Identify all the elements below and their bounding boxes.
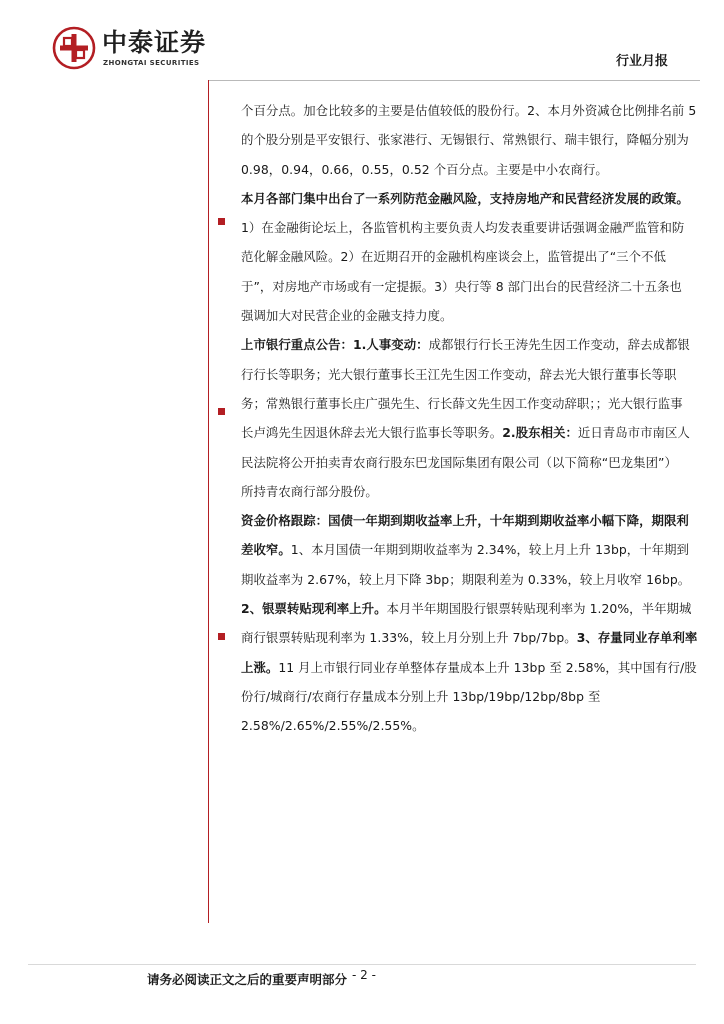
logo-chinese-name: 中泰证券 bbox=[102, 28, 207, 57]
text-line: 民法院将公开拍卖青农商行股东巴龙国际集团有限公司（以下简称“巴龙集团”） bbox=[241, 454, 677, 470]
text-line: 所持青农商行部分股份。 bbox=[241, 483, 378, 499]
paragraph-bank-announcements bbox=[241, 330, 706, 506]
text-line: 的个股分别是平安银行、张家港行、无锡银行、常熟银行、瑞丰银行，降幅分别为 bbox=[241, 132, 689, 148]
section-heading: 本月各部门集中出台了一系列防范金融风险，支持房地产和民营经济发展的政策。 bbox=[241, 190, 689, 206]
subheading: 3、存量同业存单利率 bbox=[576, 630, 698, 646]
footer-divider bbox=[28, 964, 696, 965]
bullet-marker bbox=[218, 633, 225, 640]
paragraph-policy bbox=[241, 184, 706, 330]
text-line bbox=[241, 506, 706, 535]
text-line: 1）在金融街论坛上，各监管机构主要负责人均发表重要讲话强调金融严监管和防 bbox=[241, 220, 685, 236]
logo-english-name: ZHONGTAI SECURITIES bbox=[103, 59, 200, 67]
text-line: 行行长等职务；光大银行董事长王江先生因工作变动，辞去光大银行董事长等职 bbox=[241, 366, 677, 382]
text-span: 长卢鸿先生因退休辞去光大银行监事长等职务。 bbox=[241, 425, 503, 441]
disclaimer-note: 请务必阅读正文之后的重要声明部分 bbox=[147, 972, 348, 987]
text-line bbox=[241, 623, 706, 652]
report-type-label: 行业月报 bbox=[615, 54, 668, 69]
text-line: 于”，对房地产市场或有一定提振。3）央行等 8 部门出台的民营经济二十五条也 bbox=[241, 278, 682, 294]
subheading: 上涨。 bbox=[241, 659, 279, 675]
text-span: 成都银行行长王涛先生因工作变动，辞去成都银 bbox=[428, 337, 690, 353]
section-heading: 差收窄。 bbox=[241, 542, 291, 558]
subheading: 2、银票转贴现利率上升。 bbox=[241, 601, 387, 617]
section-heading: 上市银行重点公告：1.人事变动： bbox=[241, 337, 429, 353]
text-span: 近日青岛市市南区人 bbox=[577, 425, 690, 441]
page-number: - 2 - bbox=[352, 968, 376, 982]
text-line: 0.98，0.94，0.66，0.55，0.52 个百分点。主要是中小农商行。 bbox=[241, 161, 608, 177]
paragraph-foreign-holdings bbox=[241, 96, 706, 184]
text-line bbox=[241, 653, 706, 682]
text-line bbox=[241, 184, 706, 213]
text-span: 11 月上市银行同业存单整体存量成本上升 13bp 至 2.58%，其中国有行/股 bbox=[278, 659, 697, 675]
report-body bbox=[241, 96, 706, 741]
text-line: 务；常熟银行董事长庄广强先生、行长薛文先生因工作变动辞职；；光大银行监事 bbox=[241, 395, 683, 411]
zhongtai-logo-icon bbox=[52, 26, 96, 70]
text-line: 期收益率为 2.67%，较上月下降 3bp；期限利差为 0.33%，较上月收窄 16bp。 bbox=[241, 571, 691, 587]
header-divider bbox=[208, 80, 700, 81]
text-line bbox=[241, 330, 706, 359]
text-line bbox=[241, 418, 706, 447]
company-logo bbox=[52, 26, 224, 74]
section-heading: 资金价格跟踪：国债一年期到期收益率上升，十年期到期收益率小幅下降，期限利 bbox=[241, 513, 689, 529]
text-span: 本月半年期国股行银票转贴现利率为 1.20%，半年期城 bbox=[386, 601, 692, 617]
paragraph-funding-prices bbox=[241, 506, 706, 740]
text-line: 个百分点。加仓比较多的主要是估值较低的股份行。2、本月外资减仓比例排名前 5 bbox=[241, 103, 697, 118]
text-line: 2.58%/2.65%/2.55%/2.55%。 bbox=[241, 718, 425, 734]
text-line bbox=[241, 594, 706, 623]
text-line bbox=[241, 535, 706, 564]
left-accent-rule bbox=[208, 80, 209, 923]
bullet-marker bbox=[218, 408, 225, 415]
subheading: 2.股东相关： bbox=[502, 425, 578, 441]
text-line: 强调加大对民营企业的金融支持力度。 bbox=[241, 308, 453, 324]
text-span: 1、本月国债一年期到期收益率为 2.34%，较上月上升 13bp，十年期到 bbox=[290, 542, 689, 558]
text-line: 份行/城商行/农商行存量成本分别上升 13bp/19bp/12bp/8bp 至 bbox=[241, 688, 601, 704]
bullet-marker bbox=[218, 218, 225, 225]
text-line: 范化解金融风险。2）在近期召开的金融机构座谈会上，监管提出了“三个不低 bbox=[241, 249, 666, 265]
text-span: 商行银票转贴现利率为 1.33%，较上月分别上升 7bp/7bp。 bbox=[241, 630, 577, 646]
